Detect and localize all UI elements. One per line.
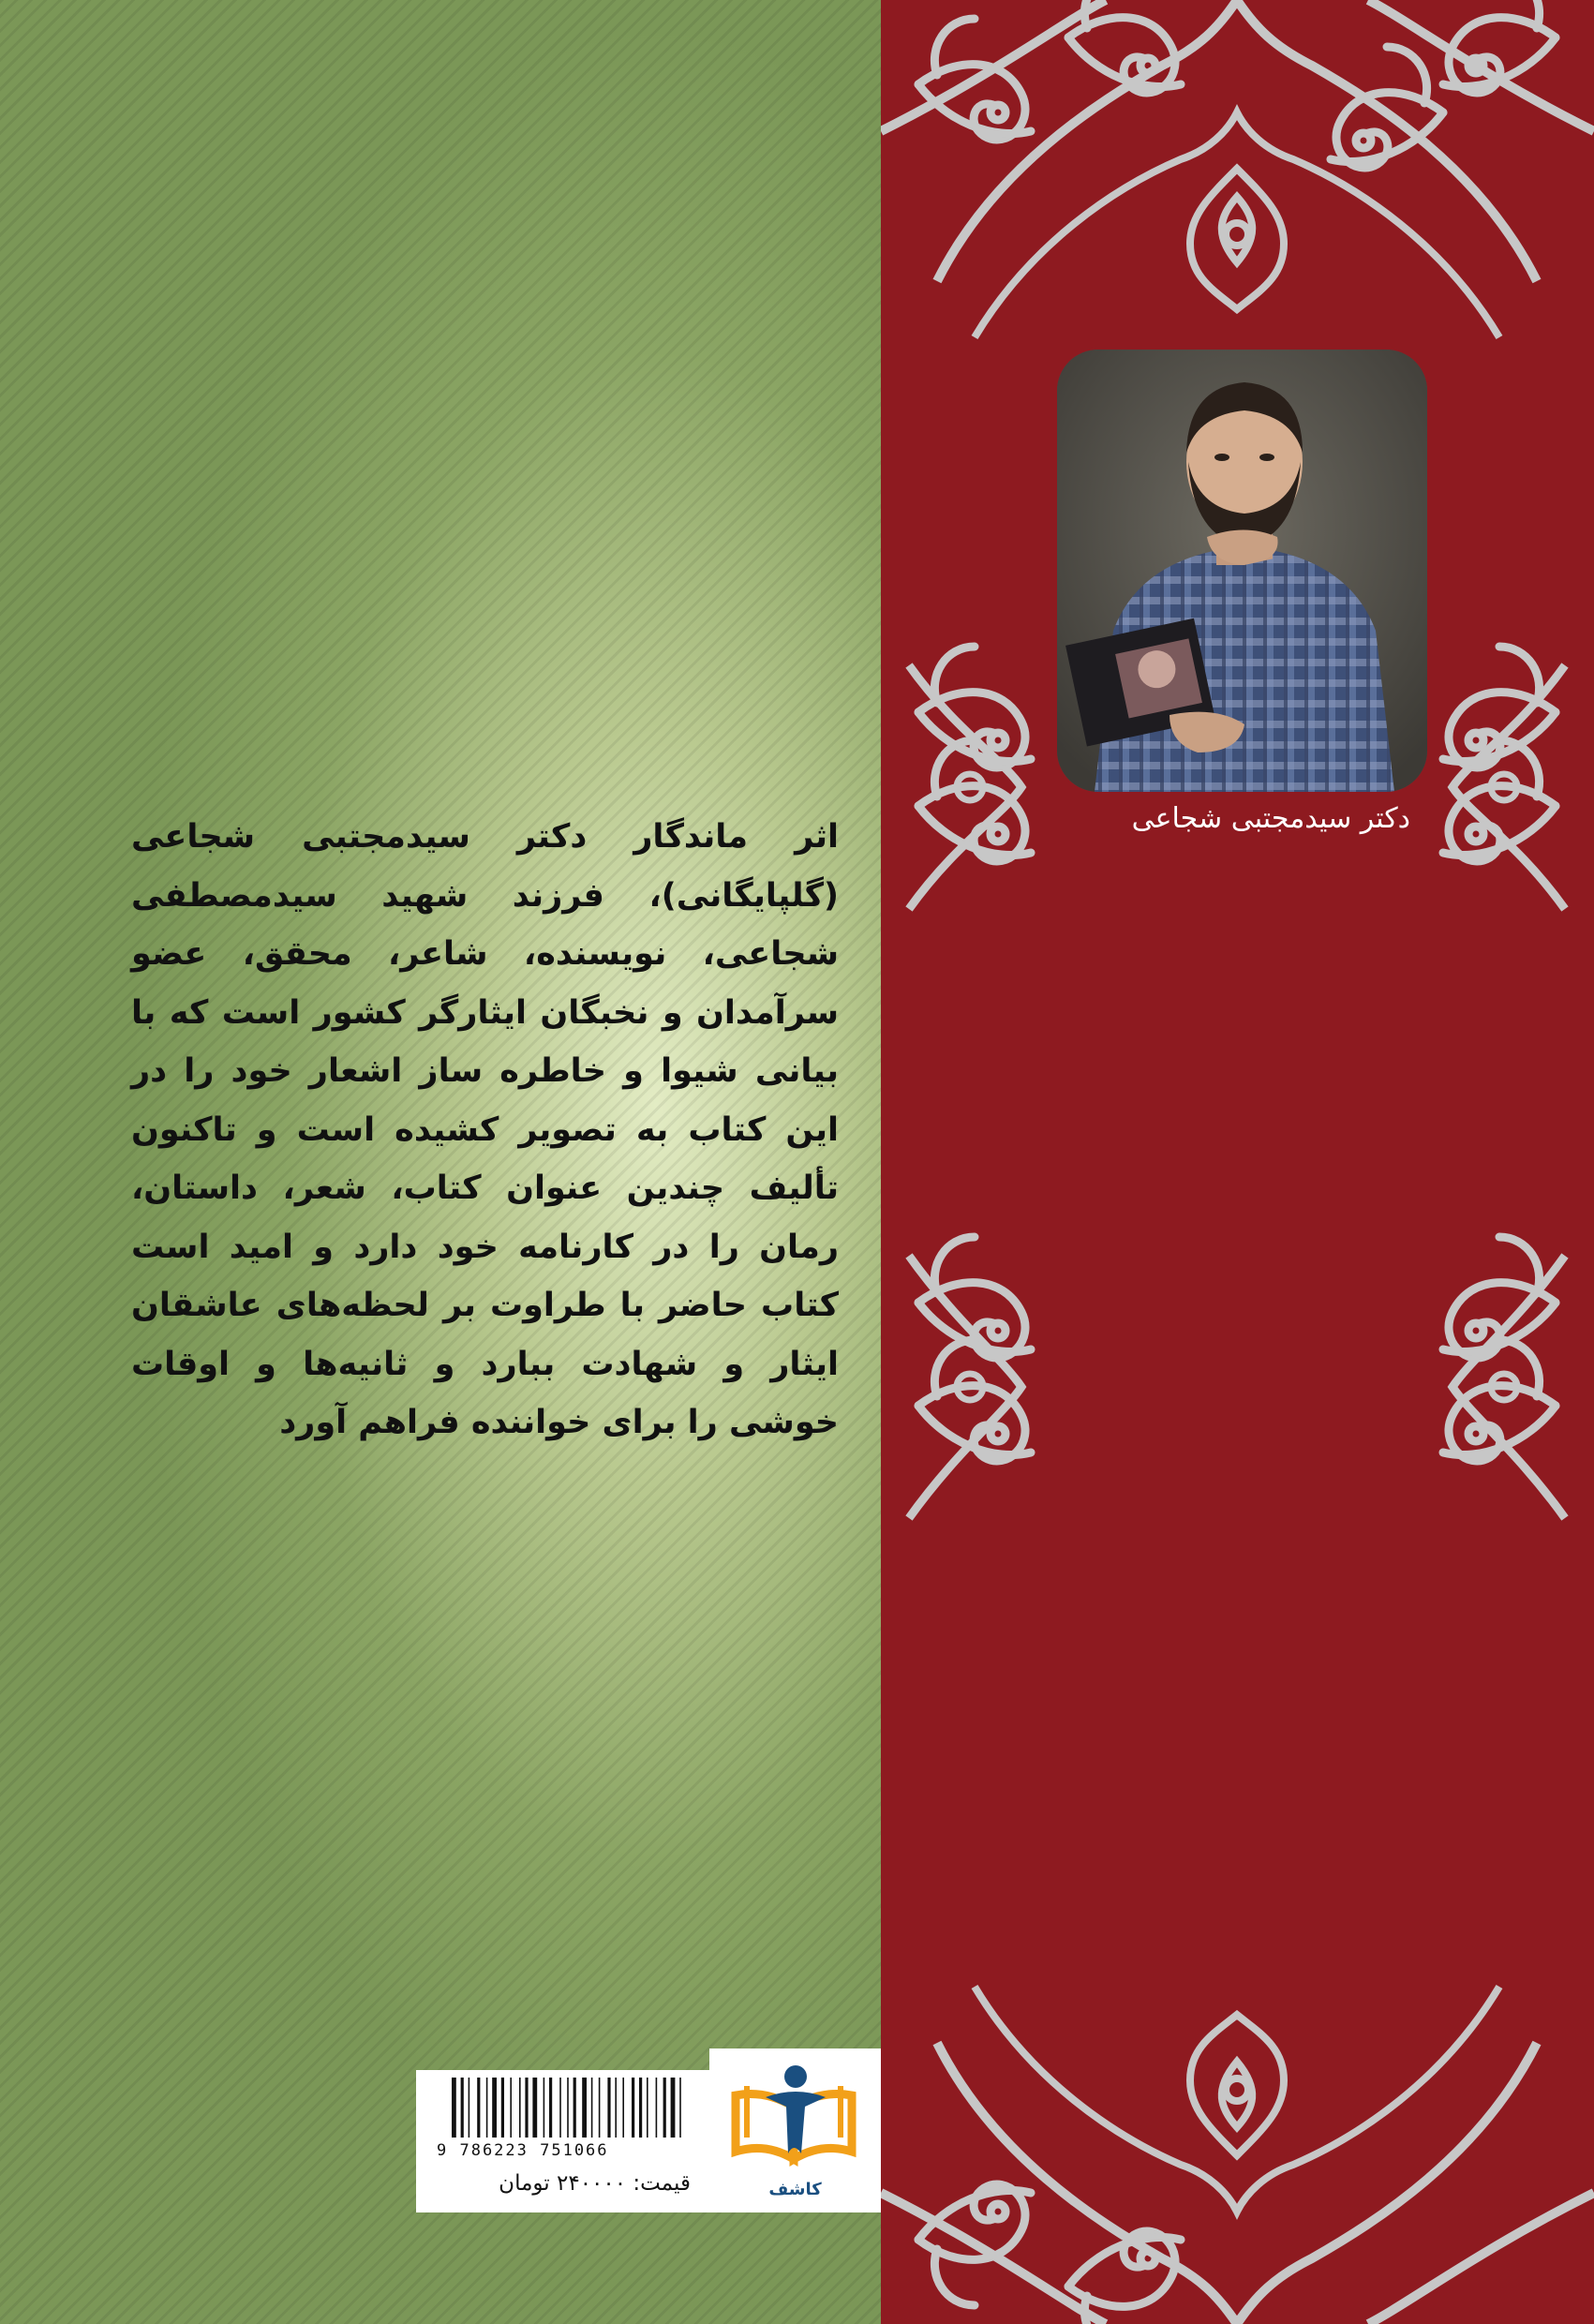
barcode-bar: [544, 2078, 545, 2138]
barcode-bar: [486, 2078, 488, 2138]
arabesque-ornament-icon: [881, 0, 1594, 2324]
barcode-bar: [632, 2078, 634, 2138]
barcode-bar: [492, 2078, 497, 2138]
barcode-bar: [582, 2078, 587, 2138]
barcode-bar: [532, 2078, 537, 2138]
barcode-bar: [656, 2078, 658, 2138]
barcode-bar: [461, 2078, 464, 2138]
publisher-logo-box: [709, 2048, 881, 2212]
barcode-icon: [416, 2070, 709, 2141]
barcode-bar: [615, 2078, 617, 2138]
barcode-bar: [607, 2078, 610, 2138]
barcode-bar: [477, 2078, 480, 2138]
barcode-bar: [663, 2078, 666, 2138]
barcode-bar: [469, 2078, 470, 2138]
barcode-bar: [510, 2078, 512, 2138]
barcode-bar: [591, 2078, 593, 2138]
barcode-bar: [567, 2078, 569, 2138]
publisher-name: کاشف: [768, 2180, 822, 2199]
barcode-bar: [549, 2078, 552, 2138]
author-photo: [1057, 350, 1427, 792]
barcode-bar: [559, 2078, 561, 2138]
book-description: اثر ماندگار دکتر سیدمجتبی شجاعی (گلپایگانی)، فرزند شهید سیدمصطفی شجاعی، نویسنده، شاعر، محقق، عضو سرآمدان و نخبگان ایثارگر کشور است که با بیانی شیوا و خاطره ساز اشعار خود را در این کتاب به تصویر کشیده است و تاکنون تألیف چندین عنوان کتاب، شعر، داستان، رمان را در کارنامه خود دارد و امید است کتاب حاضر با طراوت بر لحظه‌های عاشقان ایثار و شهادت ببارد و ثانیه‌ها و اوقات خوشی را برای خواننده فراهم آورد: [131, 818, 839, 1441]
barcode-box: [416, 2070, 709, 2212]
barcode-bar: [622, 2078, 624, 2138]
barcode-bar: [647, 2078, 648, 2138]
price-label: قیمت: ۲۴۰۰۰۰ تومان: [499, 2171, 691, 2196]
barcode-bar: [679, 2078, 681, 2138]
back-cover-right-panel: [881, 0, 1594, 2324]
barcode-bar: [501, 2078, 504, 2138]
barcode-bar: [452, 2078, 456, 2138]
barcode-bar: [519, 2078, 521, 2138]
barcode-bar: [639, 2078, 642, 2138]
barcode-bar: [574, 2078, 576, 2138]
barcode-bar: [671, 2078, 676, 2138]
author-name: دکتر سیدمجتبی شجاعی: [1131, 802, 1410, 835]
barcode-bar: [525, 2078, 528, 2138]
isbn-number: 9 786223 751066: [437, 2141, 609, 2160]
barcode-bar: [599, 2078, 601, 2138]
publisher-logo-icon: [709, 2048, 881, 2180]
